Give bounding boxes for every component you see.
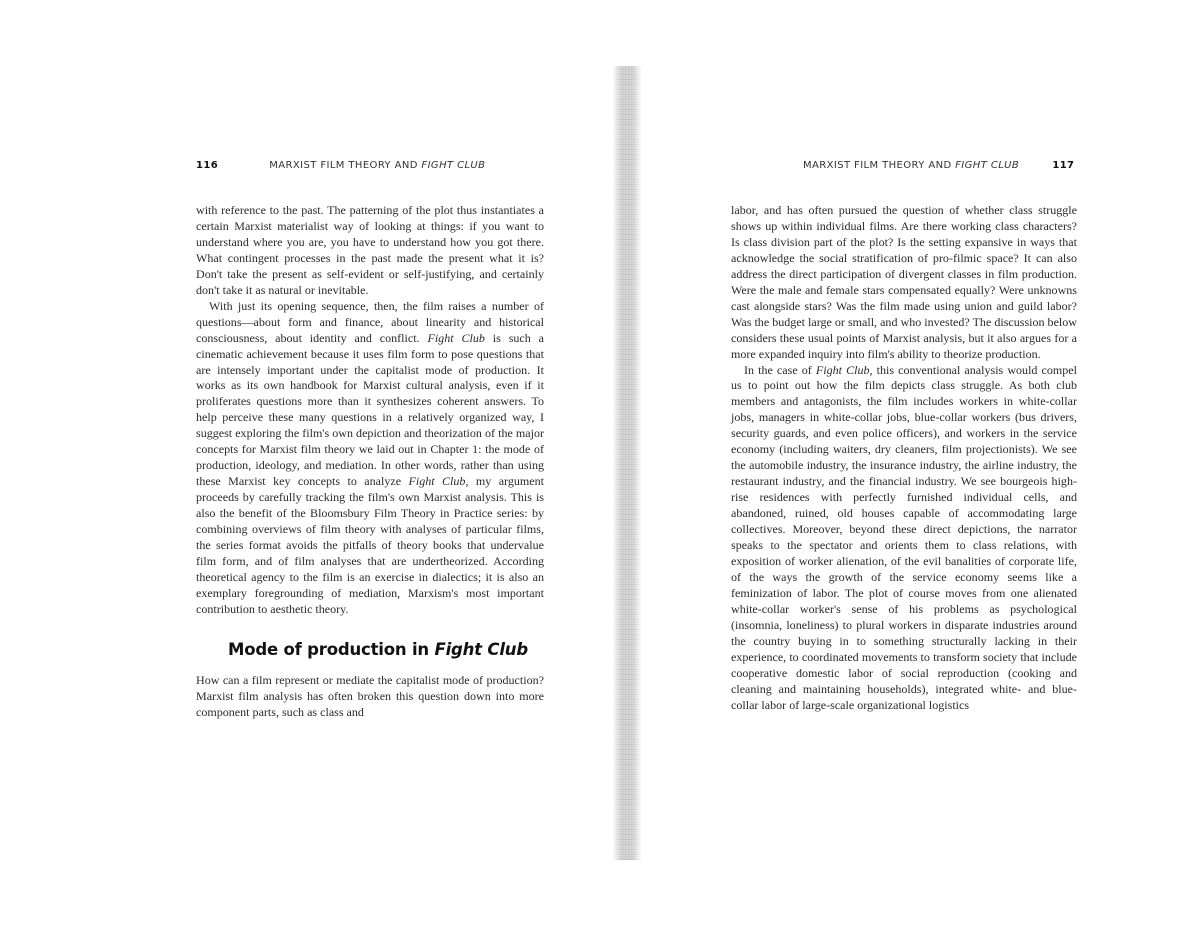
right-page-body: [731, 203, 1077, 714]
right-paragraph-2: In the case of Fight Club, this conventional analysis would compel us to point out how the film depicts class struggle. As both club members and antagonists, the film includes workers in white-collar jobs, managers in white-collar jobs, blue-collar workers (bus drivers, security guards, and even police officers), and workers in the service economy (including waiters, dry cleaners, film projectionists). We see the automobile industry, the insurance industry, the airline industry, the restaurant industry, and the financial industry. We see bourgeois high-rise residences with perfectly furnished individual cells, and abandoned, ruined, old houses capable of accommodating large collectives. Moreover, beyond these direct depictions, the narrator speaks to the spectator and orients them to class relations, with exposition of worker alienation, of the evil banalities of corporate life, of the ways the growth of the service economy seems like a feminization of labor. The plot of course moves from one alienated white-collar worker's sense of his problems as psychological (insomnia, loneliness) to plural workers in disparate industries around the country buying in to something structurally lacking in their experience, to coordinated movements to transform society that include cooperative domestic labor of social reproduction (cooking and cleaning and maintaining households), integrated white- and blue-collar labor of large-scale organizational logistics: [731, 362, 1077, 712]
left-running-head: [196, 160, 485, 171]
left-running-title: MARXIST FILM THEORY AND FIGHT CLUB: [269, 160, 486, 171]
right-running-title: MARXIST FILM THEORY AND FIGHT CLUB: [803, 160, 1020, 171]
book-gutter: [613, 66, 641, 860]
left-paragraph-3: How can a film represent or mediate the capitalist mode of production? Marxist film analysis has often broken this question down into more component parts, such as class and: [196, 672, 544, 719]
left-page-number: 116: [196, 160, 219, 171]
right-paragraph-1: labor, and has often pursued the question of whether class struggle shows up within individual films. Are there working class characters? Is class division part of the plot? Is the setting expansive in ways that acknowledge the social stratification of pro-filmic space? It can also address the direct participation of divergent classes in film production. Were the male and female stars compensated equally? Were unknowns cast alongside stars? Was the film made using union and guild labor? Was the budget large or small, and who invested? The discussion below considers these usual points of Marxist analysis, but it also argues for a more expanded inquiry into film's ability to theorize production.: [731, 203, 1077, 361]
right-page-number: 117: [1052, 160, 1075, 171]
left-page-body: [196, 203, 544, 721]
left-paragraph-1: with reference to the past. The patterning of the plot thus instantiates a certain Marxist materialist way of looking at things: if you want to understand where you are, you have to understand how you got there. What contingent processes in the past made the present what it is? Don't take the present as self-evident or self-justifying, and certainly don't take it as natural or inevitable.: [196, 203, 544, 297]
right-running-head: [803, 160, 1074, 171]
section-heading: Mode of production in Fight Club: [228, 639, 528, 659]
left-paragraph-2: With just its opening sequence, then, the film raises a number of questions—about form and finance, about linearity and historical consciousness, about identity and conflict. Fight Club is such a cinematic achievement because it uses film form to pose questions that are intensely important under the capitalist mode of production. It works as its own handbook for Marxist cultural analysis, even if it proliferates questions more than it synthesizes coherent answers. To help perceive these many questions in a relatively organized way, I suggest exploring the film's own depiction and theorization of the major concepts for Marxist film theory we laid out in Chapter 1: the mode of production, ideology, and mediation. In other words, rather than using these Marxist key concepts to analyze Fight Club, my argument proceeds by carefully tracking the film's own Marxist analysis. This is also the benefit of the Bloomsbury Film Theory in Practice series: by combining overviews of film theory with analyses of particular films, the series format avoids the pitfalls of theory books that undervalue film form, and of film analyses that are undertheorized. According theoretical agency to the film is an exercise in dialectics; it is also an exemplary foregrounding of mediation, Marxism's most important contribution to aesthetic theory.: [196, 298, 545, 616]
